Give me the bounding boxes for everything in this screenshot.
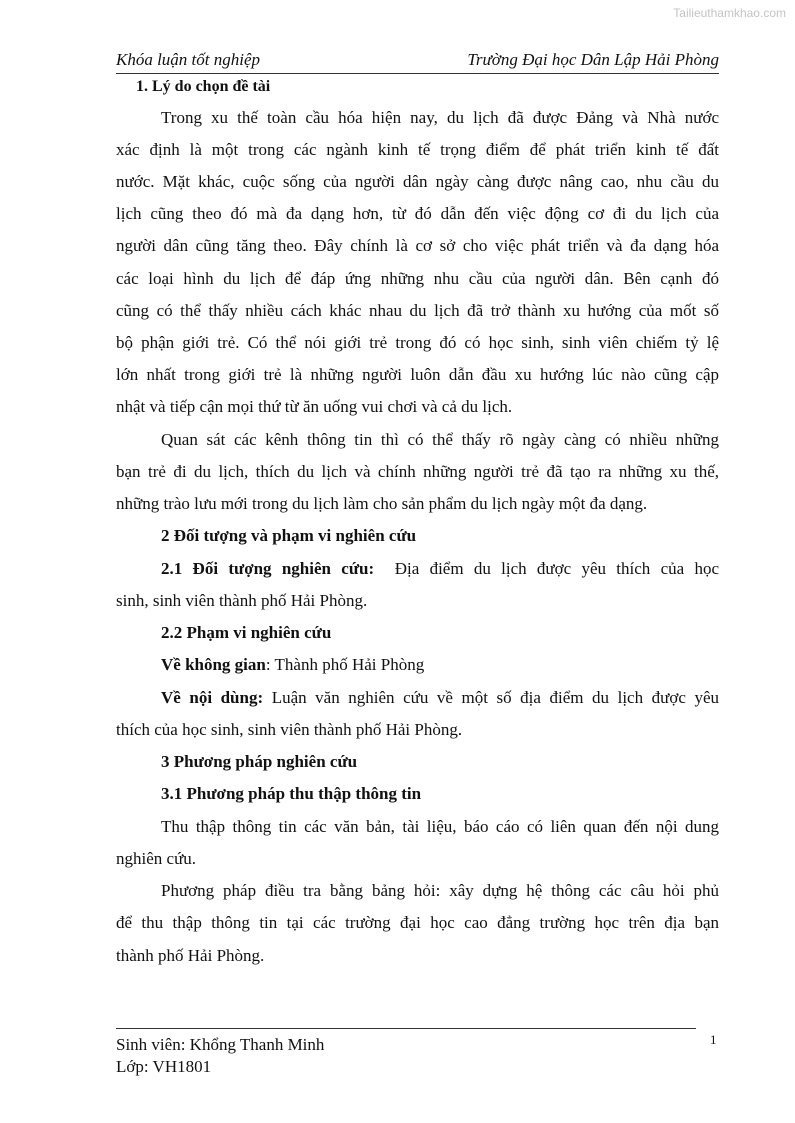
header-left: Khóa luận tốt nghiệp bbox=[116, 50, 261, 69]
text-line: bạn trẻ đi du lịch, thích du lịch và chính những người trẻ đã tạo ra những xu thế, bbox=[116, 462, 719, 481]
section3-heading: 3 Phương pháp nghiên cứu bbox=[161, 752, 358, 771]
footer-divider bbox=[116, 1028, 696, 1029]
text-line: lớn nhất trong giới trẻ là những người luôn dẫn đầu xu hướng lúc nào cũng cập bbox=[116, 365, 719, 384]
text-line: Quan sát các kênh thông tin thì có thể thấy rõ ngày càng có nhiều những bbox=[161, 430, 719, 449]
content-scope-text: Luận văn nghiên cứu về một số địa điểm du lịch được yêu bbox=[271, 688, 719, 707]
subsection-2-2-heading: 2.2 Phạm vi nghiên cứu bbox=[161, 623, 332, 642]
space-scope-label: Về không gian bbox=[161, 655, 266, 674]
footer-class: Lớp: VH1801 bbox=[116, 1057, 212, 1076]
text-line: nhật và tiếp cận mọi thứ từ ăn uống vui chơi và cả du lịch. bbox=[116, 397, 513, 416]
space-scope-text: : Thành phố Hải Phòng bbox=[265, 655, 425, 674]
text-line: xác định là một trong các ngành kinh tế trọng điểm để phát triển kinh tế đất bbox=[116, 140, 719, 159]
text-line: để thu thập thông tin tại các trường đại học cao đẳng trường học trên địa bạn bbox=[116, 913, 719, 932]
space-scope bbox=[161, 655, 424, 675]
footer-student: Sinh viên: Khổng Thanh Minh bbox=[116, 1035, 325, 1054]
subsection-3-1-heading: 3.1 Phương pháp thu thập thông tin bbox=[161, 784, 422, 803]
text-line: người dân cũng tăng theo. Đây chính là cơ sở cho việc phát triển và đa dạng hóa bbox=[116, 236, 719, 255]
text-line: bộ phận giới trẻ. Có thể nói giới trẻ trong đó có học sinh, sinh viên chiếm tỷ lệ bbox=[116, 333, 719, 352]
subsection-2-1 bbox=[161, 559, 719, 579]
header-divider bbox=[116, 73, 719, 74]
section2-heading: 2 Đối tượng và phạm vi nghiên cứu bbox=[161, 526, 417, 545]
text-line: sinh, sinh viên thành phố Hải Phòng. bbox=[116, 591, 368, 610]
content-scope bbox=[161, 688, 719, 708]
text-line: thành phố Hải Phòng. bbox=[116, 946, 265, 965]
subsection-2-1-label: 2.1 Đối tượng nghiên cứu: bbox=[161, 559, 375, 578]
subsection-2-1-text: Địa điểm du lịch được yêu thích của học bbox=[394, 559, 720, 578]
header-right: Trường Đại học Dân Lập Hải Phòng bbox=[467, 50, 719, 69]
text-line: các loại hình du lịch để đáp ứng những nhu cầu của người dân. Bên cạnh đó bbox=[116, 269, 719, 288]
text-line: nước. Mặt khác, cuộc sống của người dân ngày càng được nâng cao, nhu cầu du bbox=[116, 172, 719, 191]
text-line: Thu thập thông tin các văn bản, tài liệu, báo cáo có liên quan đến nội dung bbox=[161, 817, 719, 836]
page-number: 1 bbox=[710, 1032, 717, 1047]
text-line: lịch cũng theo đó mà đa dạng hơn, từ đó dẫn đến việc động cơ đi du lịch của bbox=[116, 204, 719, 223]
text-line: những trào lưu mới trong du lịch làm cho sản phẩm du lịch ngày một đa dạng. bbox=[116, 494, 648, 513]
text-line: cũng có thể thấy nhiều cách khác nhau du lịch đã trở thành xu hướng của mốt số bbox=[116, 301, 719, 320]
content-scope-label: Về nội dùng: bbox=[161, 688, 264, 707]
text-line: nghiên cứu. bbox=[116, 849, 197, 868]
text-line: Phương pháp điều tra bằng bảng hỏi: xây dựng hệ thông các câu hỏi phủ bbox=[161, 881, 719, 900]
watermark: Tailieuthamkhao.com bbox=[673, 6, 786, 20]
section1-heading: 1. Lý do chọn đề tài bbox=[136, 78, 271, 95]
text-line: thích của học sinh, sinh viên thành phố Hải Phòng. bbox=[116, 720, 463, 739]
text-line: Trong xu thế toàn cầu hóa hiện nay, du lịch đã được Đảng và Nhà nước bbox=[161, 108, 719, 127]
